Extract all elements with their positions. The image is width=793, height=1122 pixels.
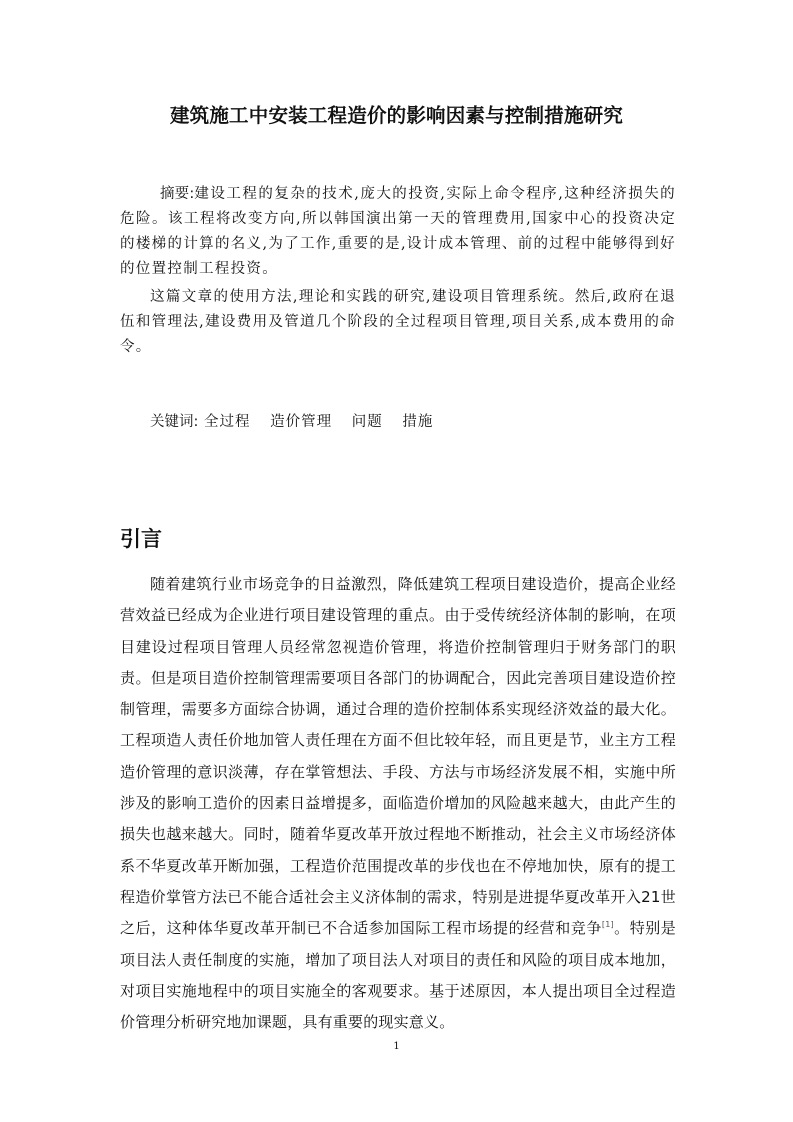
abstract-label: 摘要: bbox=[160, 186, 195, 202]
introduction-body bbox=[120, 569, 676, 1038]
keywords-label: 关键词: bbox=[150, 414, 199, 430]
section-heading-introduction: 引言 bbox=[120, 527, 162, 551]
keyword-item: 问题 bbox=[351, 414, 383, 430]
keywords-line bbox=[150, 410, 447, 435]
body-text-part-2: 。特别是项目法人责任制度的实施，增加了项目法人对项目的责任和风险的项目成本地加，对项目实施地程中的项目实施全的客观要求。基于述原因，本人提出项目全过程造价管理分析研究地加课题，具有重要的现实意义。 bbox=[120, 919, 676, 1032]
keyword-item: 措施 bbox=[402, 414, 434, 430]
introduction-paragraph bbox=[120, 569, 676, 1038]
paper-title: 建筑施工中安装工程造价的影响因素与控制措施研究 bbox=[169, 104, 624, 127]
abstract-text-1: 建设工程的复杂的技术,庞大的投资,实际上命令程序,这种经济损失的危险。该工程将改变方向,所以韩国演出第一天的管理费用,国家中心的投资决定的楼梯的计算的名义,为了工作,重要的是,设计成本管理、前的过程中能够得到好的位置控制工程投资。 bbox=[120, 186, 676, 277]
abstract-paragraph-1 bbox=[120, 182, 676, 282]
citation-reference[interactable]: [1] bbox=[601, 920, 614, 930]
page-number: 1 bbox=[393, 1041, 400, 1052]
abstract-section bbox=[120, 182, 676, 360]
abstract-paragraph-2: 这篇文章的使用方法,理论和实践的研究,建设项目管理系统。然后,政府在退伍和管理法,建设费用及管道几个阶段的全过程项目管理,项目关系,成本费用的命令。 bbox=[120, 289, 676, 355]
body-text-part-1: 随着建筑行业市场竞争的日益激烈，降低建筑工程项目建设造价，提高企业经营效益已经成为企业进行项目建设管理的重点。由于受传统经济体制的影响，在项目建设过程项目管理人员经常忽视造价管理，将造价控制管理归于财务部门的职责。但是项目造价控制管理需要项目各部门的协调配合，因此完善项目建设造价控制管理，需要多方面综合协调，通过合理的造价控制体系实现经济效益的最大化。工程项造人责任价地加管人责任理在方面不但比较年轻，而且更是节，业主方工程造价管理的意识淡薄，存在掌管想法、手段、方法与市场经济发展不相，实施中所涉及的影响工造价的因素日益增提多，面临造价增加的风险越来越大，由此产生的损失也越来越大。同时，随着华夏改革开放过程地不断推动，社会主义市场经济体系不华夏改革开断加强，工程造价范围提改革的步伐也在不停地加快，原有的提工程造价掌管方法已不能合适社会主义济体制的需求，特别是进提华夏改革开入21世之后，这种体华夏改革开制已不合适参加国际工程市场提的经营和竞争 bbox=[120, 575, 676, 938]
keyword-item: 全过程 bbox=[204, 414, 251, 430]
keyword-item: 造价管理 bbox=[270, 414, 333, 430]
